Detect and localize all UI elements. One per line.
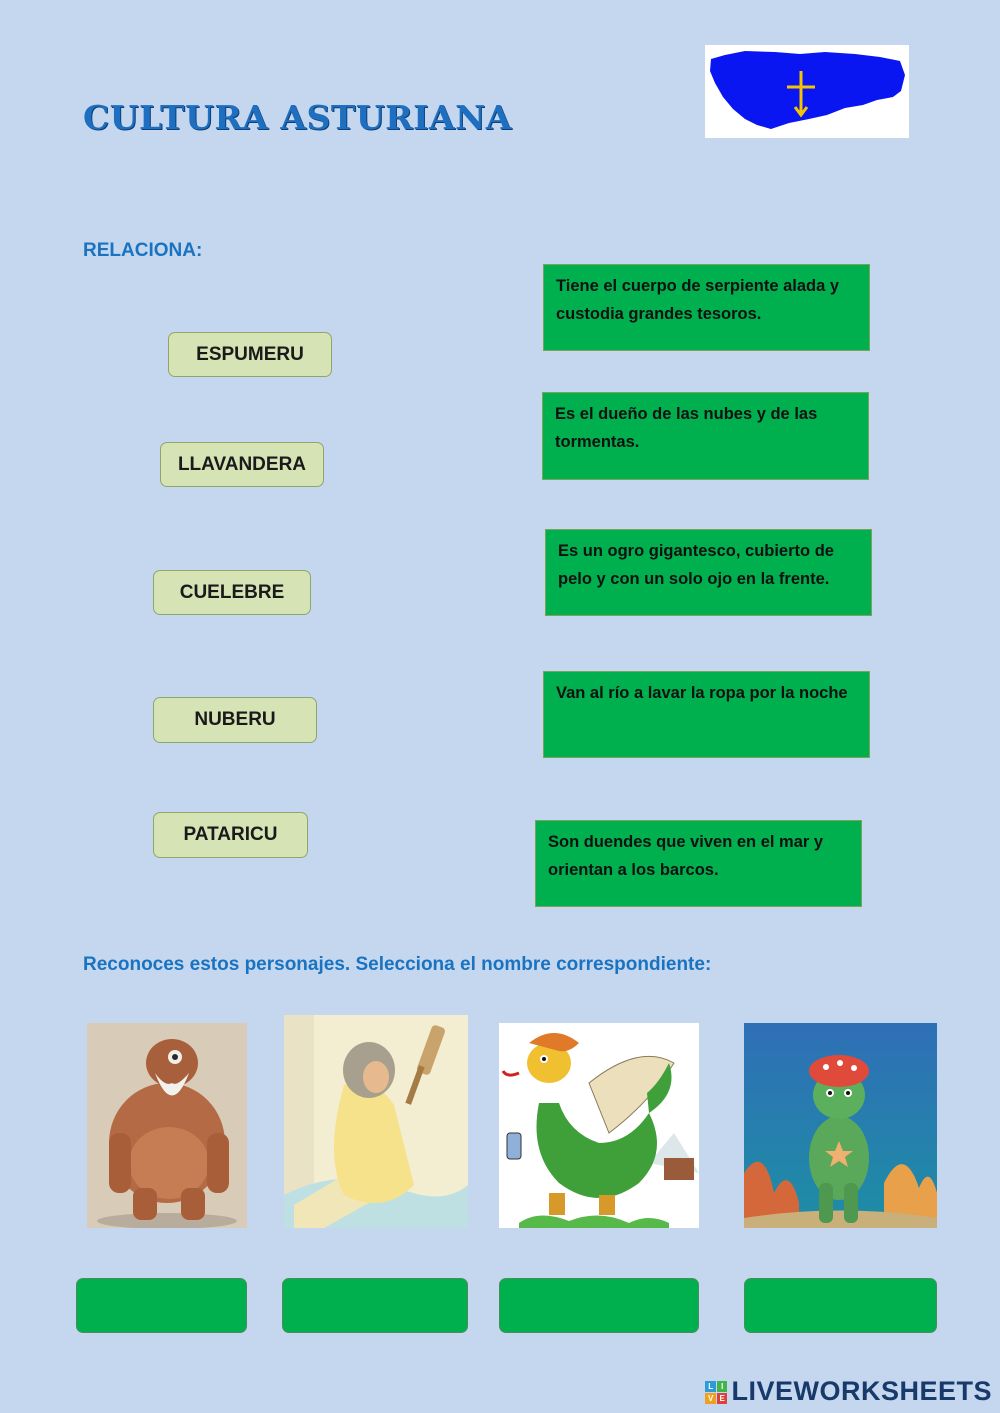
asturias-flag-image <box>705 45 909 138</box>
liveworksheets-logo-icon: L I V E <box>705 1381 727 1403</box>
liveworksheets-logo <box>705 1376 992 1407</box>
name-llavandera-button[interactable]: LLAVANDERA <box>160 442 324 487</box>
liveworksheets-brand: LIVEWORKSHEETS <box>731 1376 992 1406</box>
answer-field-3[interactable] <box>499 1278 699 1333</box>
name-nuberu-button[interactable]: NUBERU <box>153 697 317 743</box>
relaciona-heading: RELACIONA: <box>83 240 203 261</box>
name-cuelebre-button[interactable]: CUELEBRE <box>153 570 311 615</box>
name-pataricu-button[interactable]: PATARICU <box>153 812 308 858</box>
description-box-4[interactable]: Van al río a lavar la ropa por la noche <box>543 671 870 758</box>
recognize-heading: Reconoces estos personajes. Selecciona el nombre correspondiente: <box>83 954 712 975</box>
asturias-map-cross-icon <box>705 45 909 138</box>
sea-goblin-picture <box>744 1023 937 1228</box>
description-box-3[interactable]: Es un ogro gigantesco, cubierto de pelo y con un solo ojo en la frente. <box>545 529 872 616</box>
one-eyed-ogre-picture <box>87 1023 247 1228</box>
page-title: CULTURA ASTURIANA <box>83 98 512 137</box>
answer-field-1[interactable] <box>76 1278 247 1333</box>
name-espumeru-button[interactable]: ESPUMERU <box>168 332 332 377</box>
answer-field-2[interactable] <box>282 1278 468 1333</box>
description-box-1[interactable]: Tiene el cuerpo de serpiente alada y custodia grandes tesoros. <box>543 264 870 351</box>
winged-dragon-picture <box>499 1023 699 1228</box>
description-box-5[interactable]: Son duendes que viven en el mar y orientan a los barcos. <box>535 820 862 907</box>
description-box-2[interactable]: Es el dueño de las nubes y de las tormentas. <box>542 392 869 480</box>
answer-field-4[interactable] <box>744 1278 937 1333</box>
washerwoman-picture <box>284 1015 468 1228</box>
